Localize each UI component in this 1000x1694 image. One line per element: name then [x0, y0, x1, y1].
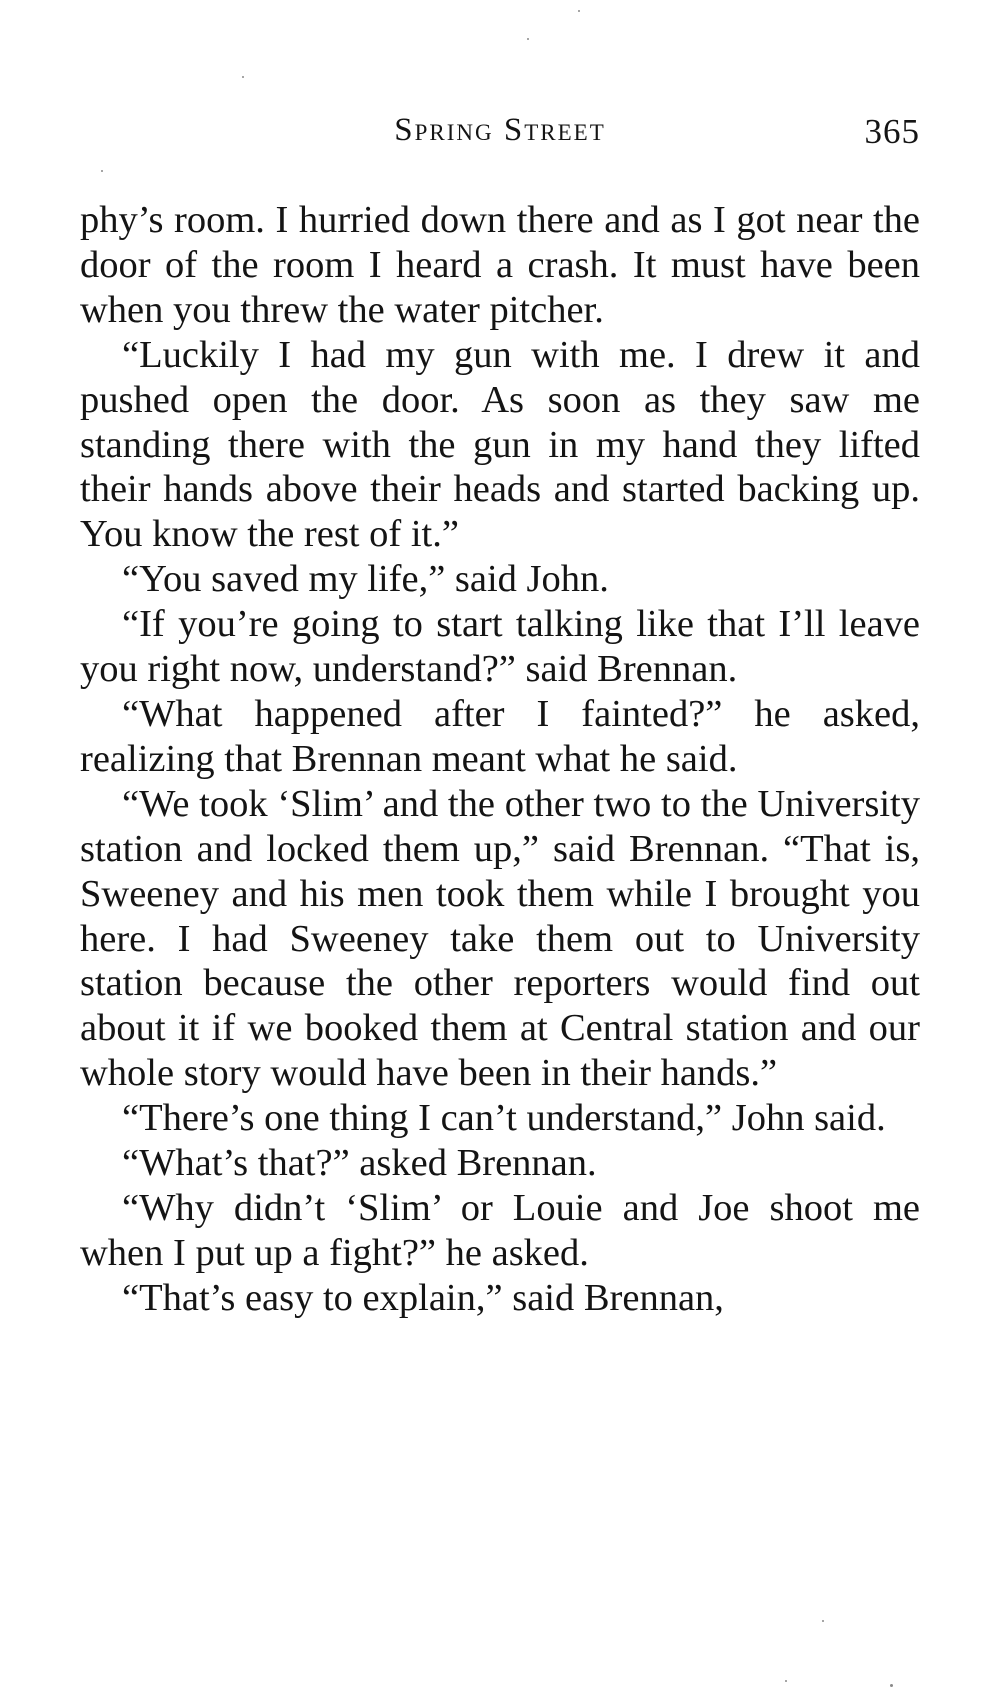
paper-fleck — [822, 1620, 824, 1622]
paragraph: “What happened after I fainted?” he asked, realizing that Brennan meant what he said. — [80, 692, 920, 780]
paragraph: “What’s that?” asked Brennan. — [122, 1142, 597, 1185]
paragraph: “Why didn’t ‘Slim’ or Louie and Joe shoot me when I put up a fight?” he asked. — [80, 1186, 920, 1274]
body-text — [80, 198, 920, 1321]
paper-fleck — [578, 10, 580, 12]
paper-fleck — [785, 1680, 787, 1682]
paper-fleck — [242, 76, 244, 78]
paper-fleck — [890, 1684, 893, 1687]
page-number: 365 — [864, 112, 920, 151]
paragraph-continuation: phy’s room. I hurried down there and as I got near the door of the room I heard a crash. It must have been when you threw the water pitcher. — [80, 199, 920, 331]
paragraph: “We took ‘Slim’ and the other two to the University station and locked them up,” said Brennan. “That is, Sweeney and his men took them while I brought you here. I had Sweeney take them out to University station because the other reporters would find out about it if we booked them at Central station and our whole story would have been in their hands.” — [80, 782, 920, 1095]
page-header — [80, 112, 920, 162]
paragraph: “If you’re going to start talking like that I’ll leave you right now, understand?” said Brennan. — [80, 603, 920, 691]
paper-fleck — [101, 170, 103, 172]
paragraph-last: “That’s easy to explain,” said Brennan, — [122, 1276, 724, 1319]
paper-fleck — [527, 38, 529, 40]
paragraph: “Luckily I had my gun with me. I drew it and pushed open the door. As soon as they saw me standing there with the gun in my hand they lifted their hands above their heads and started backing up. You know the rest of it.” — [80, 333, 920, 556]
running-head: Spring Street — [394, 112, 606, 148]
paragraph: “There’s one thing I can’t understand,” John said. — [122, 1097, 886, 1140]
paragraph: “You saved my life,” said John. — [122, 558, 609, 601]
